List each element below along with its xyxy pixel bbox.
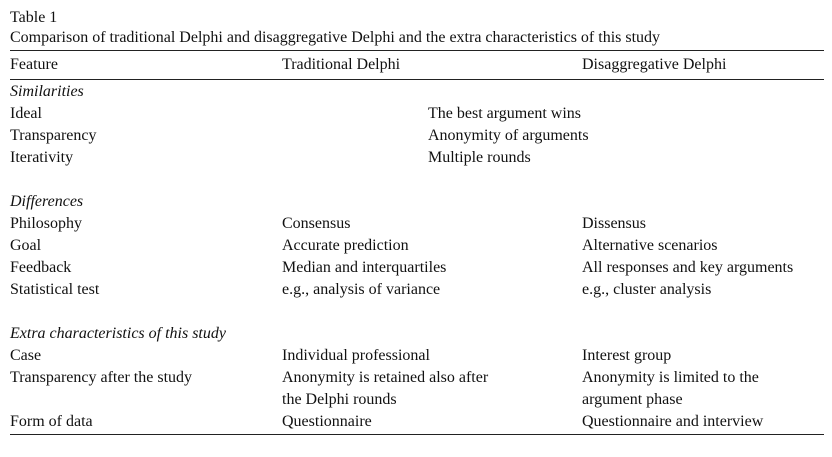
table-row <box>10 367 824 389</box>
table-row-continuation <box>10 389 824 411</box>
header-disaggregative: Disaggregative Delphi <box>582 56 727 73</box>
feature-cell: Feedback <box>10 259 72 276</box>
feature-cell: Transparency after the study <box>10 369 193 386</box>
feature-cell: Iterativity <box>10 149 74 166</box>
feature-cell: Philosophy <box>10 215 83 232</box>
traditional-cell: Accurate prediction <box>282 237 409 254</box>
table-row <box>10 103 824 125</box>
section-title: Extra characteristics of this study <box>10 325 226 342</box>
disaggregative-cell: Anonymity is limited to the <box>582 369 759 386</box>
disaggregative-cell: Alternative scenarios <box>582 237 718 254</box>
section-differences <box>10 191 824 213</box>
header-traditional: Traditional Delphi <box>282 56 401 73</box>
disaggregative-cell: Interest group <box>582 347 672 364</box>
section-similarities <box>10 81 824 103</box>
feature-cell: Ideal <box>10 105 42 122</box>
shared-cell: Anonymity of arguments <box>428 127 589 144</box>
document-page <box>10 8 824 435</box>
comparison-table <box>10 51 824 79</box>
traditional-cell: Individual professional <box>282 347 430 364</box>
table-row <box>10 345 824 367</box>
feature-cell-empty <box>10 389 282 411</box>
disaggregative-cell: e.g., cluster analysis <box>582 281 712 298</box>
table-row <box>10 279 824 301</box>
traditional-cell: the Delphi rounds <box>282 391 397 408</box>
table-row <box>10 235 824 257</box>
feature-cell: Case <box>10 347 42 364</box>
header-rule <box>10 79 824 80</box>
feature-cell: Form of data <box>10 413 93 430</box>
traditional-cell: Anonymity is retained also after <box>282 369 489 386</box>
table-label: Table 1 <box>10 9 58 26</box>
disaggregative-cell: Dissensus <box>582 215 647 232</box>
section-spacer <box>10 301 824 323</box>
traditional-cell: Median and interquartiles <box>282 259 447 276</box>
feature-cell: Goal <box>10 237 42 254</box>
table-row <box>10 213 824 235</box>
disaggregative-cell: Questionnaire and interview <box>582 413 764 430</box>
header-row <box>10 51 824 79</box>
table-row <box>10 257 824 279</box>
traditional-cell: Questionnaire <box>282 413 372 430</box>
table-row <box>10 147 824 169</box>
table-row <box>10 125 824 147</box>
header-feature: Feature <box>10 56 58 73</box>
shared-cell: Multiple rounds <box>428 149 531 166</box>
shared-cell: The best argument wins <box>428 105 582 122</box>
disaggregative-cell: argument phase <box>582 391 683 408</box>
section-spacer <box>10 169 824 191</box>
table-caption: Comparison of traditional Delphi and disaggregative Delphi and the extra characteristics of this study <box>10 29 661 46</box>
feature-cell: Statistical test <box>10 281 100 298</box>
bottom-rule <box>10 434 824 435</box>
traditional-cell: e.g., analysis of variance <box>282 281 441 298</box>
section-extra-characteristics <box>10 323 824 345</box>
section-title: Differences <box>10 193 84 210</box>
feature-cell: Transparency <box>10 127 97 144</box>
table-row <box>10 411 824 433</box>
disaggregative-cell: All responses and key arguments <box>582 259 794 276</box>
comparison-table-body <box>10 81 824 433</box>
section-title: Similarities <box>10 83 84 100</box>
traditional-cell: Consensus <box>282 215 351 232</box>
